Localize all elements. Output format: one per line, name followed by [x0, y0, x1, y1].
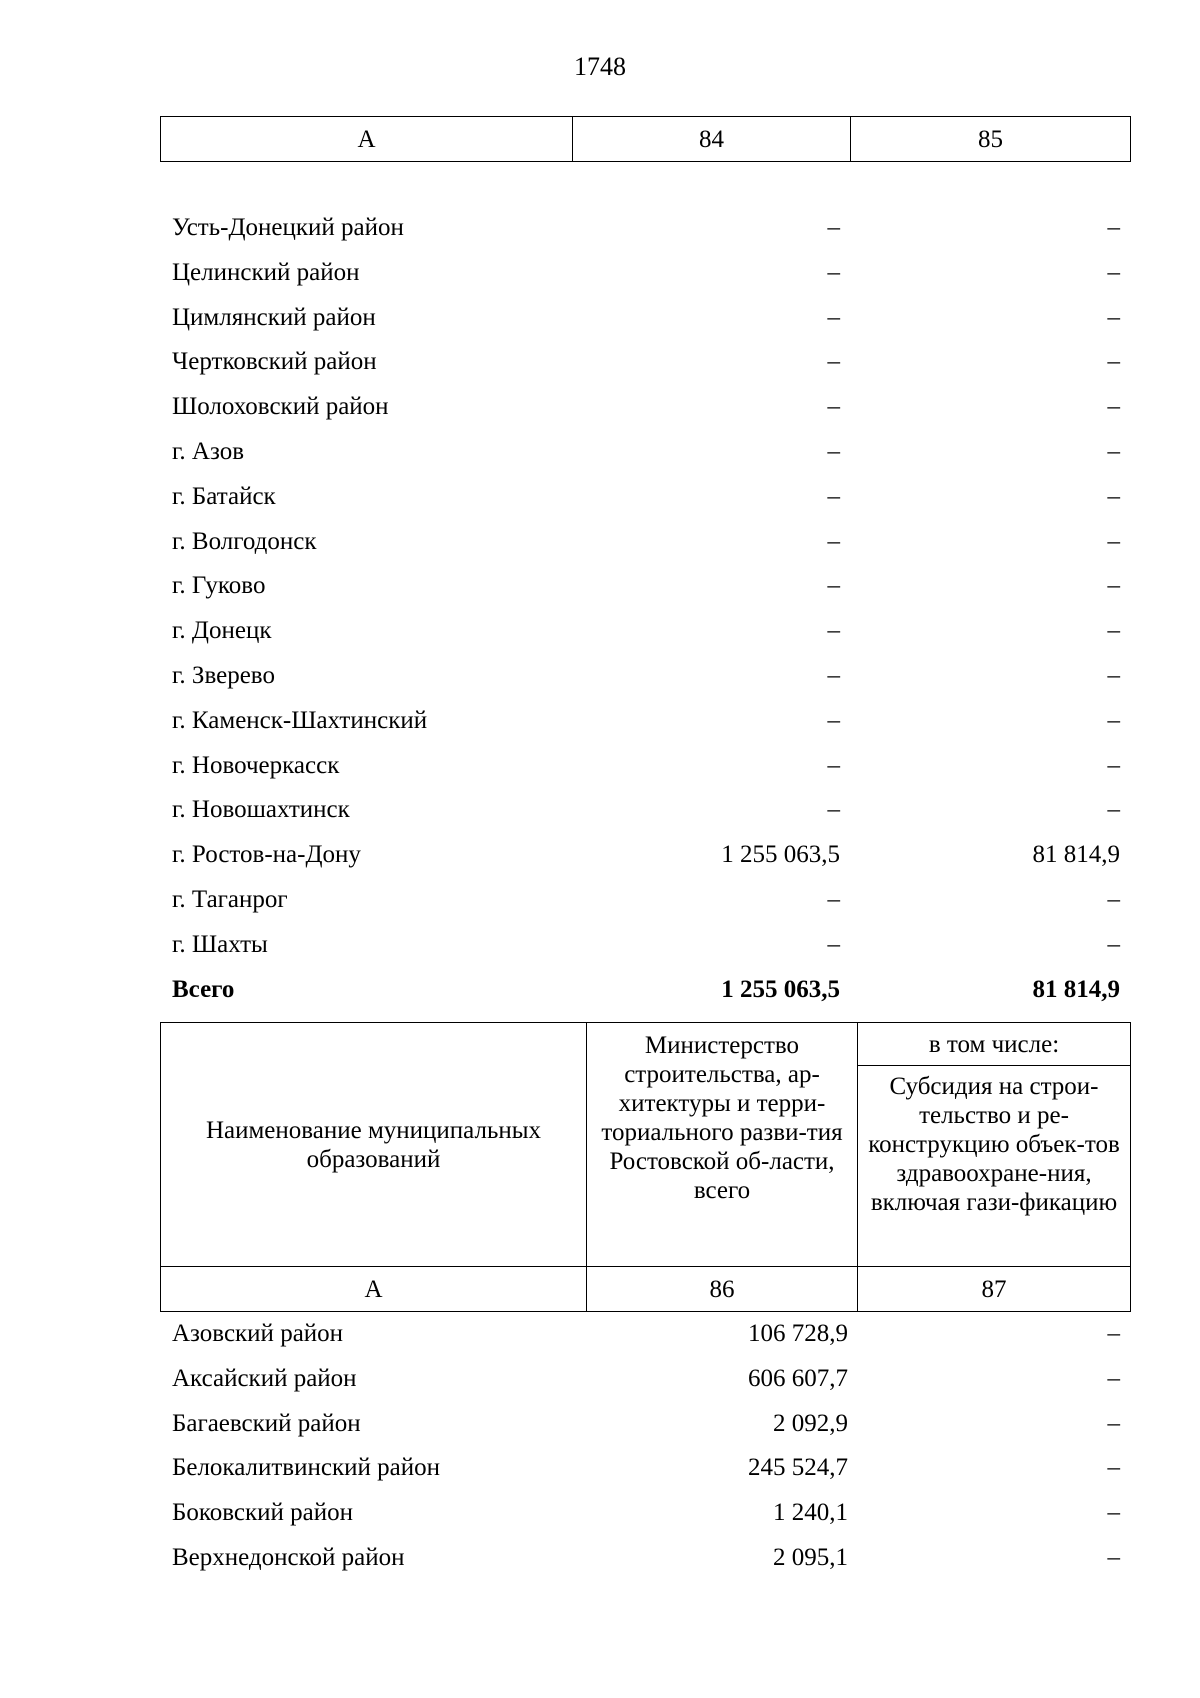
table-row [0, 1446, 1200, 1491]
table2-header-name: Наименование муниципальных образований [161, 1023, 587, 1267]
row-value-2: – [1107, 303, 1120, 331]
row-value-1: 245 524,7 [748, 1454, 848, 1482]
row-name: г. Азов [172, 437, 245, 465]
row-value-1: – [827, 482, 840, 510]
table2-header-including: в том числе: [858, 1023, 1131, 1066]
row-value-1: 1 255 063,5 [721, 841, 840, 869]
row-value-1: – [827, 617, 840, 645]
row-name: Цимлянский район [172, 303, 376, 331]
row-name: г. Шахты [172, 930, 268, 958]
table-row [0, 385, 1200, 430]
row-value-2: – [1107, 527, 1120, 555]
table1-body [0, 206, 1200, 1012]
table-row [0, 1312, 1200, 1357]
row-name: г. Донецк [172, 617, 272, 645]
row-name: г. Волгодонск [172, 527, 317, 555]
table-row [0, 878, 1200, 923]
row-name: г. Новошахтинск [172, 796, 350, 824]
table-row [0, 1357, 1200, 1402]
row-value-1: – [827, 572, 840, 600]
row-value-2: – [1107, 706, 1120, 734]
row-value-2: – [1107, 751, 1120, 779]
table1-header-col-a: А [161, 117, 573, 162]
row-value-1: – [827, 303, 840, 331]
row-value-1: 106 728,9 [748, 1320, 848, 1347]
row-name: г. Каменск-Шахтинский [172, 706, 428, 734]
table-row [0, 788, 1200, 833]
row-value-2: – [1107, 617, 1120, 645]
table2-header [160, 1022, 1131, 1312]
table-row [0, 520, 1200, 565]
row-value-2: – [1107, 1543, 1120, 1571]
row-name: г. Батайск [172, 482, 276, 510]
row-name: Аксайский район [172, 1364, 357, 1392]
row-value-1: 1 240,1 [773, 1499, 848, 1527]
table2-header-ministry: Министерство строительства, ар-хитектуры и терри-ториального разви-тия Ростовской об-ласти, всего [587, 1023, 858, 1267]
row-value-2: – [1107, 796, 1120, 824]
table-row [0, 833, 1200, 878]
row-value-1: – [827, 706, 840, 734]
table-row [0, 699, 1200, 744]
row-value-1: – [827, 348, 840, 376]
table-row [0, 1491, 1200, 1536]
row-name: г. Новочеркасск [172, 751, 340, 779]
table2-header-col-86: 86 [587, 1267, 858, 1312]
row-value-2: – [1107, 930, 1120, 958]
row-value-1: 2 095,1 [773, 1543, 848, 1571]
table1-header-col-84: 84 [573, 117, 851, 162]
table-row [0, 340, 1200, 385]
table-row [0, 923, 1200, 968]
row-value-2: – [1107, 1409, 1120, 1437]
total-row [0, 968, 1200, 1013]
row-value-2: – [1107, 482, 1120, 510]
row-value-2: – [1107, 572, 1120, 600]
row-value-2: – [1107, 1364, 1120, 1392]
row-value-2: – [1107, 661, 1120, 689]
row-value-1: – [827, 796, 840, 824]
row-value-1: 606 607,7 [748, 1364, 848, 1392]
row-value-1: – [827, 885, 840, 913]
table-row [0, 609, 1200, 654]
row-name: Верхнедонской район [172, 1543, 405, 1571]
row-name: Усть-Донецкий район [172, 214, 404, 241]
row-name: Шолоховский район [172, 393, 389, 421]
table-row [0, 475, 1200, 520]
table2-body [0, 1312, 1200, 1581]
row-value-1: – [827, 214, 840, 241]
row-name: Белокалитвинский район [172, 1454, 440, 1482]
row-name: Багаевский район [172, 1409, 361, 1437]
table2-header-col-87: 87 [858, 1267, 1131, 1312]
table-row [0, 564, 1200, 609]
row-name: г. Ростов-на-Дону [172, 841, 361, 869]
row-value-2: – [1107, 1499, 1120, 1527]
row-value-1: – [827, 751, 840, 779]
row-value-2: – [1107, 1320, 1120, 1347]
table2-header-col-a: А [161, 1267, 587, 1312]
table-row [0, 1536, 1200, 1581]
table1-header-col-85: 85 [851, 117, 1131, 162]
row-value-2: – [1107, 885, 1120, 913]
table-row [0, 654, 1200, 699]
total-label: Всего [172, 975, 235, 1003]
table2-header-subsidy: Субсидия на строи-тельство и ре-конструкцию объек-тов здравоохране-ния, включая гази-фикацию [858, 1066, 1131, 1267]
row-value-2: – [1107, 348, 1120, 376]
table-row [0, 296, 1200, 341]
row-name: г. Таганрог [172, 885, 288, 913]
total-value-1: 1 255 063,5 [721, 975, 840, 1003]
row-value-1: – [827, 527, 840, 555]
row-name: Чертковский район [172, 348, 377, 376]
row-value-1: – [827, 930, 840, 958]
total-value-2: 81 814,9 [1032, 975, 1120, 1003]
row-value-1: – [827, 258, 840, 286]
row-value-1: – [827, 661, 840, 689]
row-name: Азовский район [172, 1320, 344, 1347]
table-row [0, 1402, 1200, 1447]
row-value-2: – [1107, 214, 1120, 241]
page-number: 1748 [574, 52, 626, 81]
row-name: г. Гуково [172, 572, 266, 600]
row-value-1: – [827, 393, 840, 421]
table-row [0, 251, 1200, 296]
row-value-2: – [1107, 393, 1120, 421]
row-value-2: 81 814,9 [1032, 841, 1120, 869]
table-row [0, 430, 1200, 475]
row-value-1: 2 092,9 [773, 1409, 848, 1437]
row-name: Боковский район [172, 1499, 353, 1527]
row-value-2: – [1107, 437, 1120, 465]
row-name: г. Зверево [172, 661, 275, 689]
row-name: Целинский район [172, 258, 360, 286]
table1-header [160, 116, 1131, 162]
table-row [0, 206, 1200, 251]
row-value-1: – [827, 437, 840, 465]
row-value-2: – [1107, 258, 1120, 286]
table-row [0, 744, 1200, 789]
row-value-2: – [1107, 1454, 1120, 1482]
